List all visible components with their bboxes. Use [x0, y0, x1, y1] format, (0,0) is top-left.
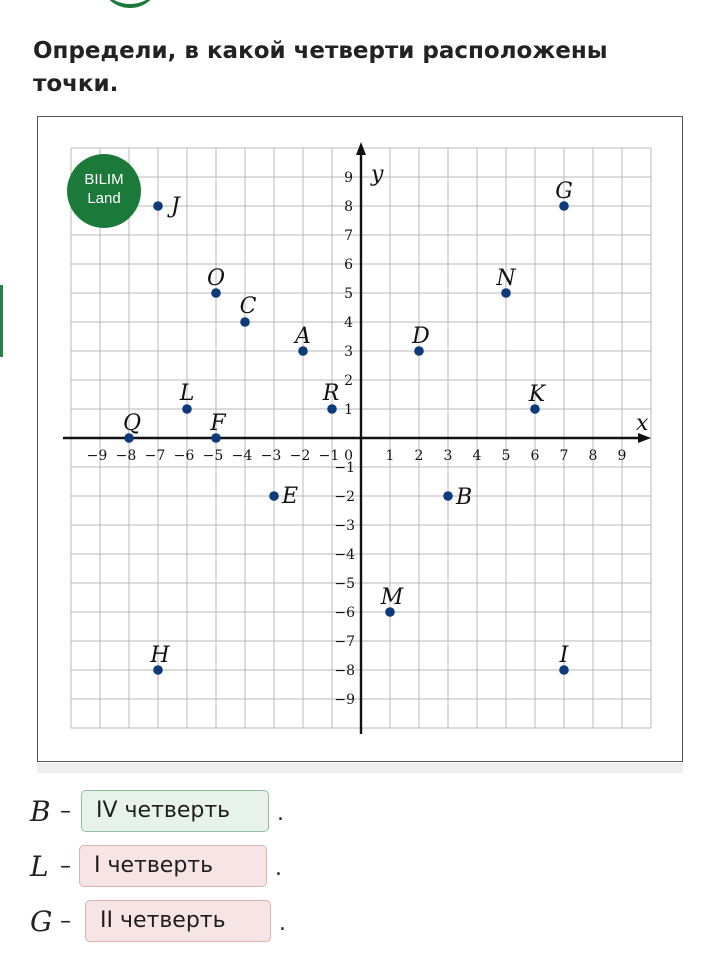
answer-dash: – — [60, 909, 71, 934]
x-tick-label: 8 — [588, 448, 598, 464]
answer-point-label: L — [30, 850, 49, 883]
point-j — [153, 201, 163, 211]
point-label-d: D — [412, 324, 430, 349]
point-label-b: B — [456, 485, 473, 510]
y-tick-label: 1 — [344, 402, 353, 418]
x-tick-label: −6 — [173, 448, 195, 464]
x-tick-label: −9 — [86, 448, 108, 464]
top-logo-arc — [100, 0, 160, 8]
left-edge-marker — [0, 285, 3, 357]
x-tick-label: 1 — [385, 448, 395, 464]
x-tick-label: −2 — [289, 448, 311, 464]
y-axis-label: y — [371, 162, 384, 187]
y-tick-label: −4 — [334, 547, 355, 563]
y-tick-label: 4 — [344, 315, 353, 331]
point-label-q: Q — [122, 411, 142, 436]
point-label-o: O — [206, 266, 226, 291]
y-tick-label: 8 — [344, 199, 353, 215]
y-tick-label: 2 — [344, 373, 353, 389]
x-axis-label: x — [636, 411, 649, 436]
coordinate-plane — [38, 117, 682, 761]
point-label-g: G — [555, 179, 573, 204]
y-tick-label: 7 — [344, 228, 353, 244]
point-label-h: H — [150, 643, 170, 668]
x-tick-label: 7 — [559, 448, 569, 464]
point-label-j: J — [171, 194, 180, 219]
answer-period: . — [277, 801, 284, 826]
point-label-n: N — [496, 266, 516, 291]
y-tick-label: −1 — [334, 460, 355, 476]
answer-dash: – — [60, 854, 71, 879]
point-label-r: R — [322, 381, 340, 406]
point-label-m: M — [380, 585, 404, 610]
y-tick-label: −2 — [334, 489, 355, 505]
logo-text-line1: BILIM — [84, 171, 124, 188]
x-tick-label: −4 — [231, 448, 253, 464]
figure-shadow — [37, 763, 683, 773]
y-tick-label: −6 — [334, 605, 355, 621]
y-tick-label: 9 — [344, 170, 353, 186]
task-title: Определи, в какой четверти расположены точки. — [33, 38, 608, 97]
origin-label: 0 — [344, 448, 353, 464]
answer-period: . — [275, 856, 282, 881]
answer-dash: – — [60, 799, 71, 824]
y-tick-label: −3 — [334, 518, 355, 534]
x-tick-label: −8 — [115, 448, 137, 464]
x-tick-label: 3 — [443, 448, 453, 464]
x-tick-label: 4 — [472, 448, 482, 464]
y-tick-label: −9 — [334, 692, 355, 708]
bilimland-logo — [67, 154, 141, 228]
y-tick-label: −8 — [334, 663, 355, 679]
x-tick-label: 2 — [414, 448, 424, 464]
answer-box-wrong[interactable]: II четверть — [85, 900, 271, 942]
point-label-a: A — [295, 324, 311, 349]
y-tick-label: 5 — [344, 286, 353, 302]
point-label-i: I — [559, 643, 569, 668]
point-label-l: L — [179, 381, 195, 406]
answer-box-correct[interactable]: IV четверть — [81, 790, 269, 832]
answer-point-label: G — [30, 905, 53, 938]
x-tick-label: −1 — [318, 448, 340, 464]
y-tick-label: −5 — [334, 576, 355, 592]
x-tick-label: 9 — [617, 448, 627, 464]
x-tick-label: 6 — [530, 448, 540, 464]
logo-text-line2: Land — [87, 190, 121, 207]
point-label-e: E — [282, 484, 299, 509]
y-tick-label: 3 — [344, 344, 353, 360]
answer-period: . — [279, 911, 286, 936]
x-tick-label: 5 — [501, 448, 511, 464]
y-tick-label: −7 — [334, 634, 355, 650]
coordinate-plane-figure — [37, 116, 683, 762]
x-tick-label: −3 — [260, 448, 282, 464]
point-b — [443, 491, 453, 501]
point-label-f: F — [210, 411, 226, 436]
x-tick-label: −5 — [202, 448, 224, 464]
x-tick-label: −7 — [144, 448, 166, 464]
y-tick-label: 6 — [344, 257, 353, 273]
point-e — [269, 491, 279, 501]
point-label-k: K — [528, 382, 546, 407]
answer-point-label: B — [30, 795, 51, 828]
point-label-c: C — [239, 294, 257, 319]
answer-box-wrong[interactable]: I четверть — [79, 845, 267, 887]
